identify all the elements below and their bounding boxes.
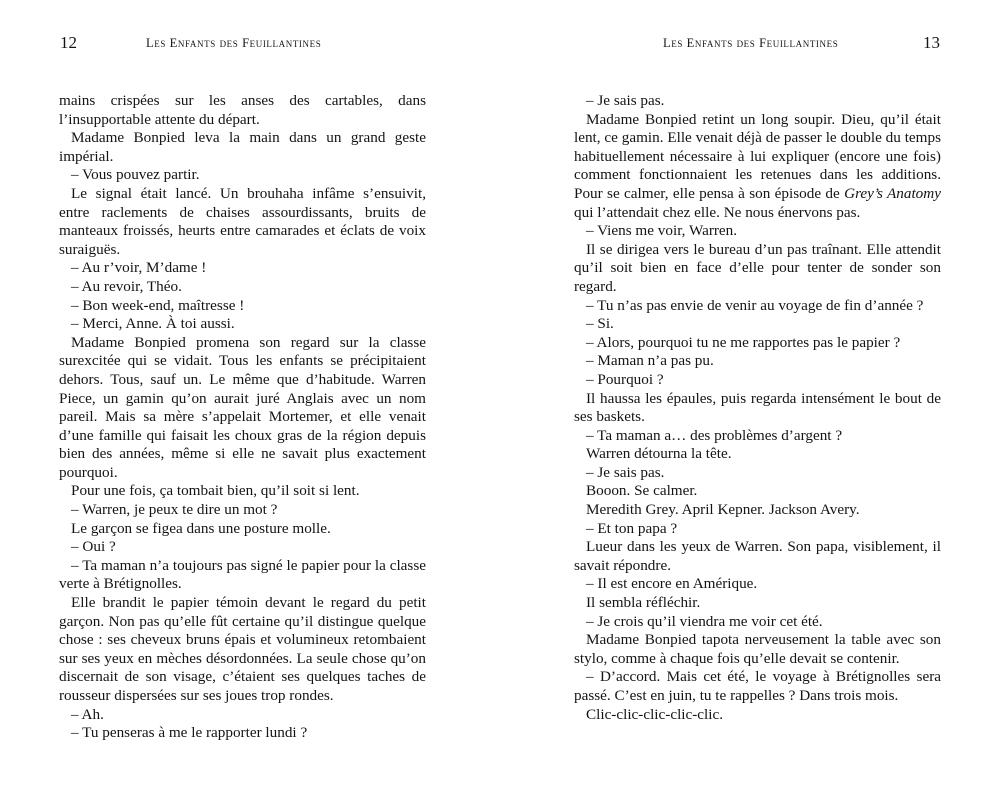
paragraph: Il se dirigea vers le bureau d’un pas traînant. Elle attendit qu’il soit bien en face d’elle pour tenter de sonder son regard. <box>574 240 941 295</box>
paragraph: – Ah. <box>71 705 104 723</box>
paragraph: – Warren, je peux te dire un mot ? <box>71 501 278 519</box>
paragraph: Clic-clic-clic-clic-clic. <box>586 705 724 723</box>
paragraph: – Au r’voir, M’dame ! <box>71 259 207 277</box>
paragraph: – Oui ? <box>71 538 116 556</box>
paragraph: – Il est encore en Amérique. <box>586 575 758 593</box>
body-text <box>59 92 426 743</box>
right-page <box>500 0 1000 796</box>
paragraph: Madame Bonpied tapota nerveusement la table avec son stylo, comme à chaque fois qu’elle devait se contenir. <box>574 631 941 667</box>
paragraph: Elle brandit le papier témoin devant le regard du petit garçon. Non pas qu’elle fût certaine qu’il distingue quelque chose : ses cheveux bruns épais et volumineux retombaient sur ses yeux en mèches désordonnées. La seule chose qu’on discernait de son visage, c’étaient ses quelques taches de rousseur dispersées sur ses joues trop rondes. <box>59 594 426 704</box>
paragraph: – D’accord. Mais cet été, le voyage à Brétignolles sera passé. C’est en juin, tu te rappelles ? Dans trois mois. <box>574 668 941 704</box>
paragraph: Le signal était lancé. Un brouhaha infâme s’ensuivit, entre raclements de chaises assourdissants, bruits de manteaux froissés, heurts entre camarades et éclats de voix suraiguës. <box>59 184 426 258</box>
paragraph: Booon. Se calmer. <box>586 482 698 500</box>
paragraph: Il sembla réfléchir. <box>586 594 701 612</box>
paragraph <box>574 111 941 223</box>
paragraph: – Tu penseras à me le rapporter lundi ? <box>71 724 308 742</box>
paragraph: – Ta maman a… des problèmes d’argent ? <box>586 426 843 444</box>
paragraph: Il haussa les épaules, puis regarda intensément le bout de ses baskets. <box>574 389 941 426</box>
body-text <box>574 92 941 724</box>
paragraph: – Maman n’a pas pu. <box>586 352 714 370</box>
paragraph: – Ta maman n’a toujours pas signé le papier pour la classe verte à Brétignolles. <box>59 556 426 593</box>
paragraph: – Merci, Anne. À toi aussi. <box>71 315 235 333</box>
paragraph: – Bon week-end, maîtresse ! <box>71 296 245 314</box>
paragraph: Madame Bonpied leva la main dans un grand geste impérial. <box>59 129 426 165</box>
paragraph: Madame Bonpied promena son regard sur la classe surexcitée qui se vidait. Tous les enfants se précipitaient dehors. Tous, sauf un. Le même que d’habitude. Warren Piece, un gamin qu’on aurait juré Anglais avec un nom pareil. Mais sa mère s’appelait Mortemer, et elle venait d’une famille qui faisait les choux gras de la région depuis bien des années, même si elle ne savait plus exactement pourquoi. <box>59 333 426 481</box>
page-number: 13 <box>923 33 940 52</box>
paragraph: – Je crois qu’il viendra me voir cet été. <box>586 612 823 630</box>
paragraph-text: qui l’attendait chez elle. Ne nous énervons pas. <box>574 203 861 221</box>
paragraph: – Je sais pas. <box>586 463 665 481</box>
paragraph: Le garçon se figea dans une posture molle. <box>71 519 331 537</box>
paragraph: – Vous pouvez partir. <box>71 166 200 184</box>
running-head: Les Enfants des Feuillantines <box>663 36 839 50</box>
paragraph: Pour une fois, ça tombait bien, qu’il soit si lent. <box>71 482 360 500</box>
page-number: 12 <box>60 33 77 52</box>
paragraph: Warren détourna la tête. <box>586 445 732 463</box>
tv-show-title: Grey’s Anatomy <box>844 184 941 202</box>
paragraph-text: Madame Bonpied retint un long soupir. Dieu, qu’il était lent, ce gamin. Elle venait déjà de passer le double du temps habituellement nécessaire à lui expliquer (encore une fois) comment fonctionnaient les retenues dans les additions. Pour se calmer, elle pensa à son épisode de <box>574 110 941 202</box>
paragraph: Lueur dans les yeux de Warren. Son papa, visiblement, il savait répondre. <box>574 538 941 574</box>
paragraph: – Et ton papa ? <box>586 519 678 537</box>
paragraph: Meredith Grey. April Kepner. Jackson Avery. <box>586 501 860 519</box>
paragraph: – Si. <box>586 315 614 333</box>
paragraph: mains crispées sur les anses des cartables, dans l’insupportable attente du départ. <box>59 92 426 128</box>
running-head: Les Enfants des Feuillantines <box>146 36 322 50</box>
paragraph: – Au revoir, Théo. <box>71 277 182 295</box>
paragraph: – Je sais pas. <box>586 92 665 109</box>
paragraph: – Viens me voir, Warren. <box>586 222 738 240</box>
paragraph: – Pourquoi ? <box>586 370 664 388</box>
paragraph: – Tu n’as pas envie de venir au voyage de fin d’année ? <box>586 296 924 314</box>
paragraph: – Alors, pourquoi tu ne me rapportes pas le papier ? <box>586 333 901 351</box>
